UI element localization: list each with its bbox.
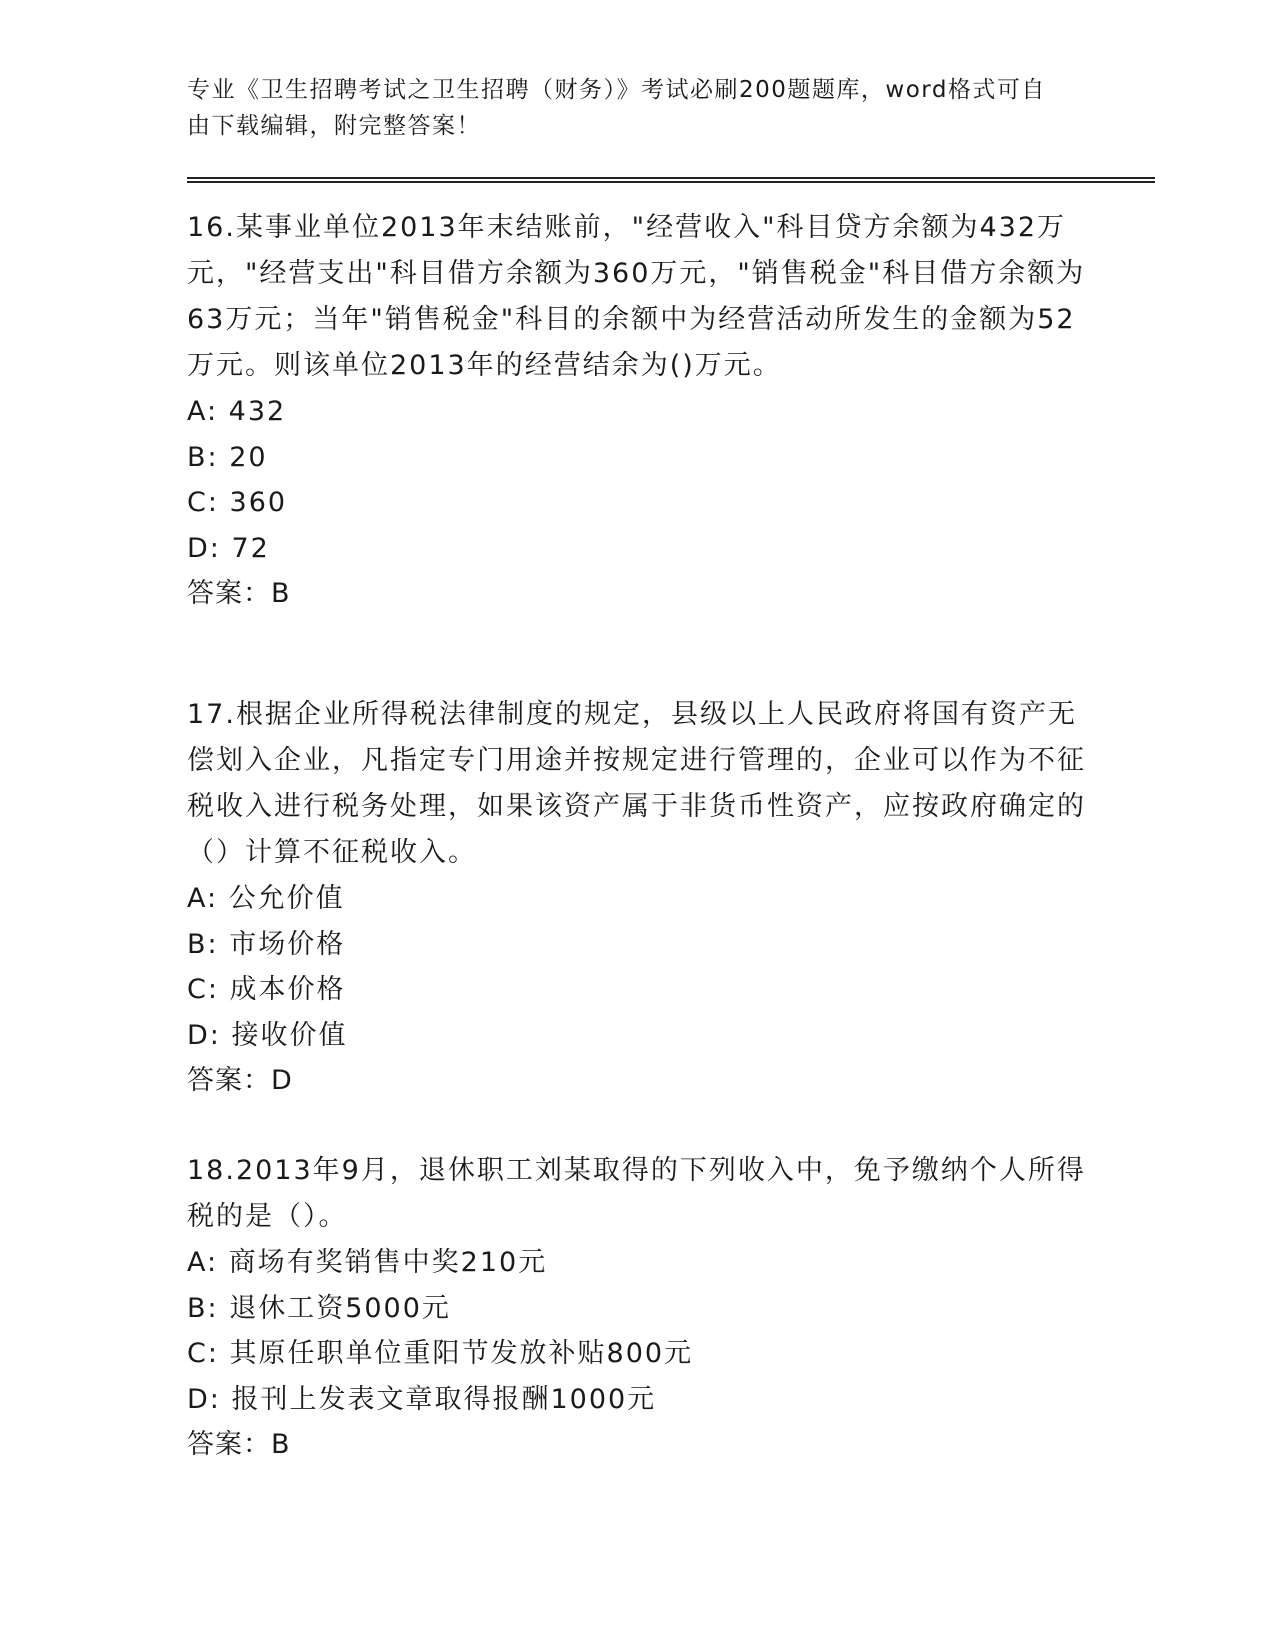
option-c: C: 成本价格 [187, 974, 346, 1005]
answer: 答案：D [187, 1065, 293, 1096]
option-a: A: 432 [187, 396, 287, 427]
answer: 答案：B [187, 578, 291, 609]
question-stem: 18.2013年9月，退休职工刘某取得的下列收入中，免予缴纳个人所得税的是（）。 [187, 1155, 1086, 1232]
option-b: B: 退休工资5000元 [187, 1292, 451, 1324]
question-18 [187, 1148, 1087, 1468]
option-c: C: 360 [187, 487, 288, 518]
option-b: B: 20 [187, 441, 268, 473]
question-stem: 16.某事业单位2013年末结账前，"经营收入"科目贷方余额为432万元，"经营支出"科目借方余额为360万元，"销售税金"科目借方余额为63万元；当年"销售税金"科目的余额中为经营活动所发生的金额为52万元。则该单位2013年的经营结余为()万元。 [187, 212, 1086, 381]
answer: 答案：B [187, 1429, 291, 1460]
document-header: 专业《卫生招聘考试之卫生招聘（财务）》考试必刷200题题库，word格式可自由下载编辑，附完整答案！ [187, 77, 1046, 139]
option-b: B: 市场价格 [187, 928, 346, 960]
option-a: A: 公允价值 [187, 883, 345, 914]
option-d: D: 接收价值 [187, 1019, 348, 1051]
option-a: A: 商场有奖销售中奖210元 [187, 1247, 548, 1278]
option-d: D: 报刊上发表文章取得报酬1000元 [187, 1383, 657, 1415]
header-divider [187, 177, 1155, 183]
option-c: C: 其原任职单位重阳节发放补贴800元 [187, 1338, 694, 1369]
question-16 [187, 205, 1087, 617]
option-d: D: 72 [187, 532, 270, 564]
question-17 [187, 692, 1087, 1104]
question-stem: 17.根据企业所得税法律制度的规定，县级以上人民政府将国有资产无偿划入企业，凡指定专门用途并按规定进行管理的，企业可以作为不征税收入进行税务处理，如果该资产属于非货币性资产，应按政府确定的（）计算不征税收入。 [187, 699, 1086, 868]
